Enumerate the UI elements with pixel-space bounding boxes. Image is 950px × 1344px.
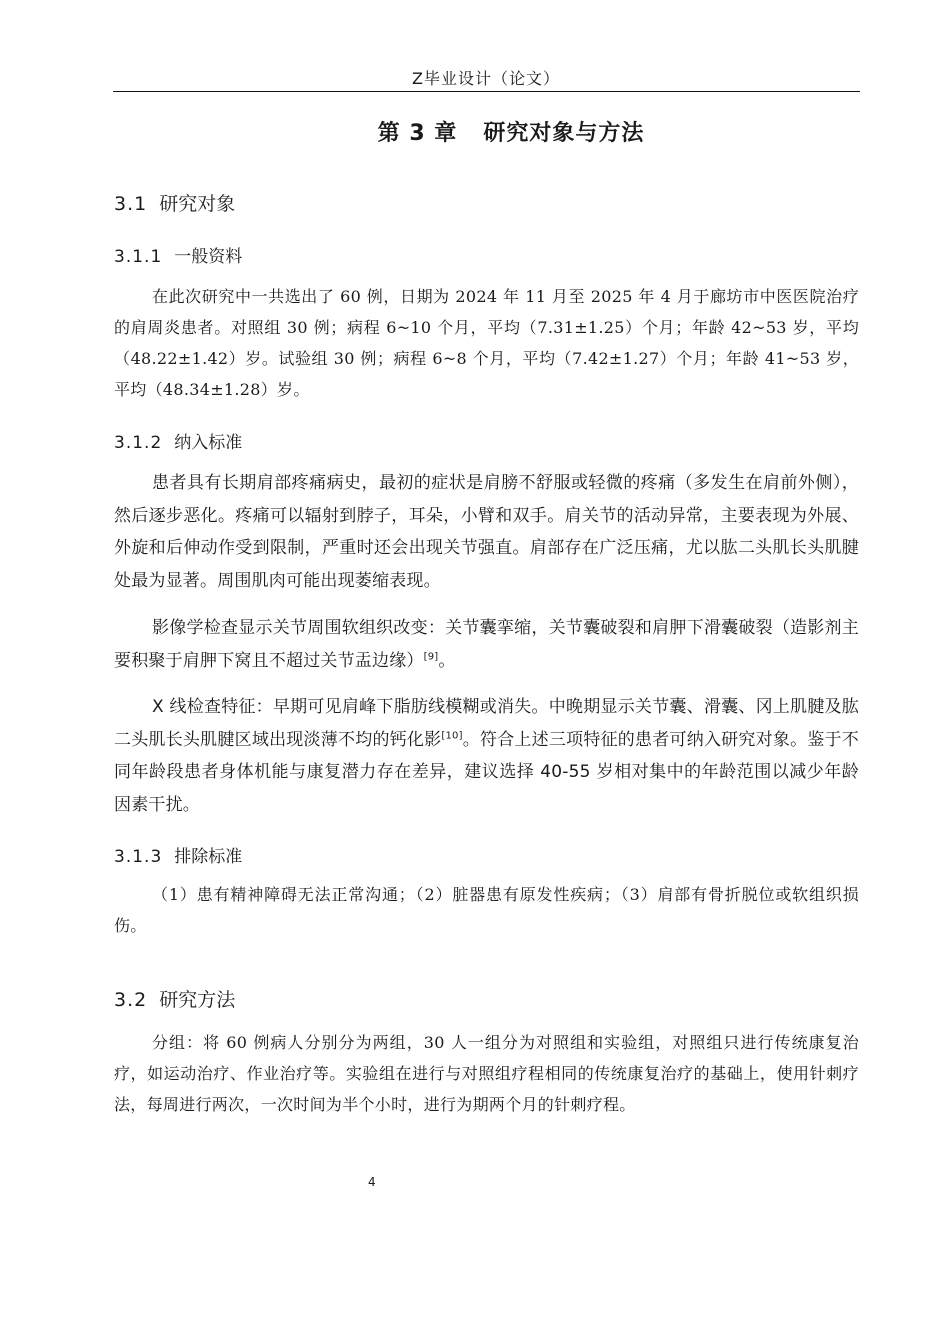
section-number: 3.1 [114,193,148,215]
imaging-text-end: 。 [438,650,456,671]
subsection-heading-3-1-3 [114,842,242,867]
methods-paragraph: 分组：将 60 例病人分别分为两组，30 人一组分为对照组和实验组，对照组只进行传统康复治疗，如运动治疗、作业治疗等。实验组在进行与对照组疗程相同的传统康复治疗的基础上，使用针刺疗法，每周进行两次，一次时间为半个小时，进行为期两个月的针刺疗程。 [114,1033,859,1114]
xray-text-a: X 线检查特征：早期可见肩峰下脂肪线模糊或消失。中晚期显示关节囊、滑囊、冈上肌腱及肱二头肌长头肌腱区域出现淡薄不均的钙化影 [114,697,859,750]
citation-9: [9] [423,650,439,662]
chapter-number: 第 3 章 [377,121,458,146]
section-heading-3-2 [114,985,235,1012]
imaging-text: 影像学检查显示关节周围软组织改变：关节囊挛缩，关节囊破裂和肩胛下滑囊破裂（造影剂主要积聚于肩胛下窝且不超过关节盂边缘） [114,618,859,671]
subsection-heading-3-1-2 [114,428,242,453]
subsection-title: 一般资料 [174,247,243,267]
general-info-paragraph: 在此次研究中一共选出了 60 例，日期为 2024 年 11 月至 2025 年 4 月于廊坊市中医医院治疗的肩周炎患者。对照组 30 例；病程 6~10 个月，平均（7.31±1.25）个月；年龄 42~53 岁，平均（48.22±1.42）岁。试验组 30 例；病程 6~8 个月，平均（7.42±1.27）个月；年龄 41~53 岁，平均（48.34±1.28）岁。 [114,287,859,399]
subsection-number: 3.1.2 [114,433,163,453]
subsection-number: 3.1.3 [114,847,163,867]
section-title: 研究方法 [159,989,236,1011]
running-header: Z毕业设计（论文） [412,69,560,88]
citation-10: [10] [441,729,463,741]
section-number: 3.2 [114,989,148,1011]
inclusion-paragraph-symptoms: 患者具有长期肩部疼痛病史，最初的症状是肩膀不舒服或轻微的疼痛（多发生在肩前外侧），然后逐步恶化。疼痛可以辐射到脖子，耳朵，小臂和双手。肩关节的活动异常，主要表现为外展、外旋和后伸动作受到限制，严重时还会出现关节强直。肩部存在广泛压痛，尤以肱二头肌长头肌腱处最为显著。周围肌肉可能出现萎缩表现。 [114,473,859,591]
header-rule [113,91,860,92]
subsection-heading-3-1-1 [114,242,242,267]
inclusion-paragraph-xray [114,691,859,821]
section-heading-3-1 [114,189,235,216]
subsection-title: 纳入标准 [174,433,243,453]
inclusion-paragraph-imaging [114,612,859,677]
chapter-title [0,116,950,147]
xray-text-b: 。符合上述三项特征的患者可纳入研究对象。鉴于不同年龄段患者身体机能与康复潜力存在差异，建议选择 40-55 岁相对集中的年龄范围以减少年龄因素干扰。 [114,729,859,815]
subsection-title: 排除标准 [174,847,243,867]
exclusion-paragraph: （1）患有精神障碍无法正常沟通；（2）脏器患有原发性疾病；（3）肩部有骨折脱位或软组织损伤。 [114,885,859,935]
subsection-number: 3.1.1 [114,247,163,267]
chapter-title-text: 研究对象与方法 [483,121,645,146]
section-title: 研究对象 [159,193,236,215]
page-number: 4 [368,1175,376,1189]
